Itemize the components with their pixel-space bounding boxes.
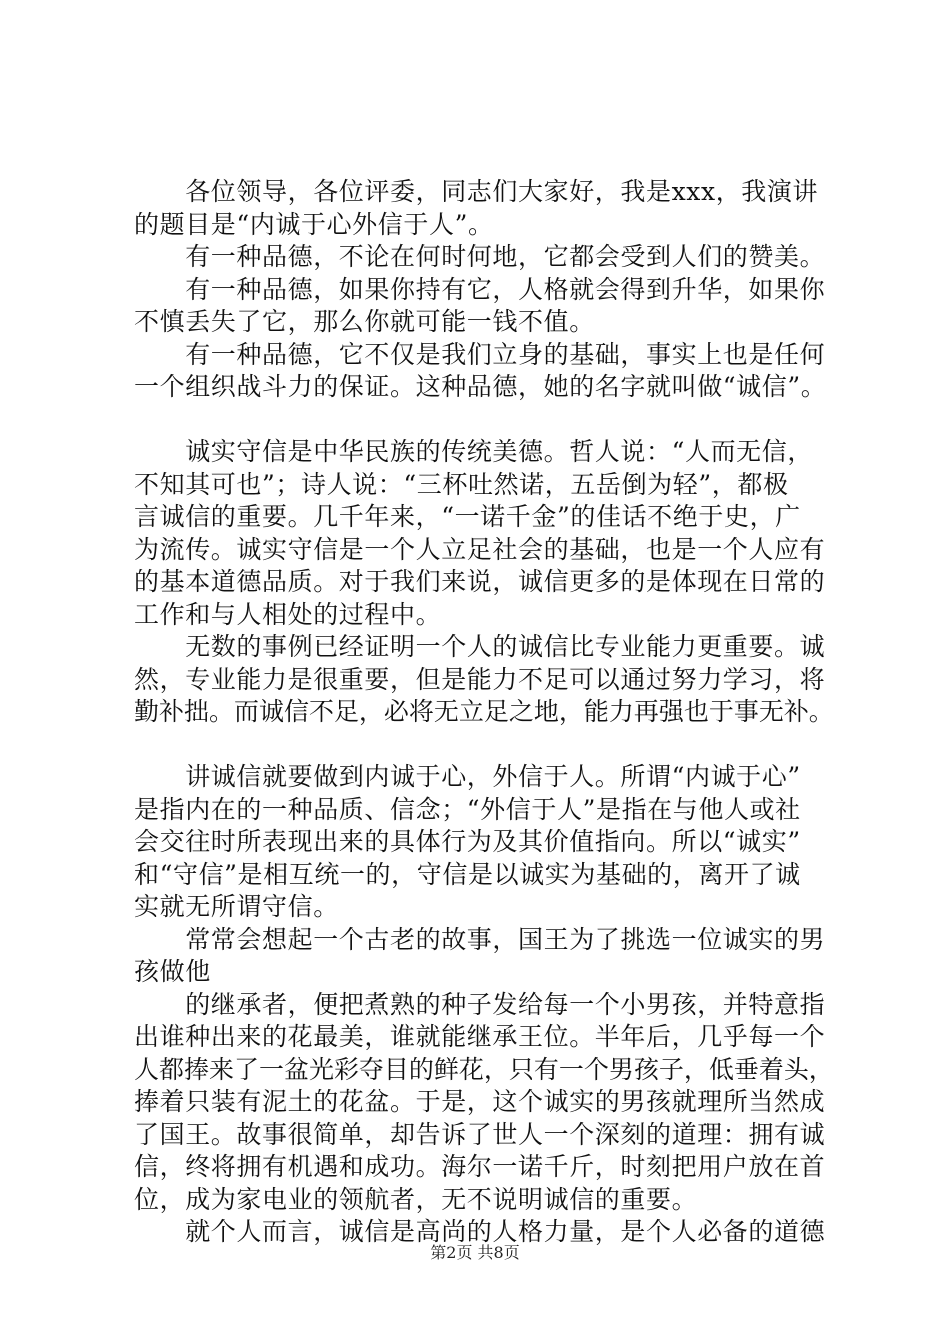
text-line: 不慎丢失了它，那么你就可能一钱不值。	[134, 307, 595, 336]
text-line: 就个人而言，诚信是高尚的人格力量，是个人必备的道德	[134, 1217, 826, 1246]
text-line: 各位领导，各位评委，同志们大家好，我是xxx，我演讲	[134, 177, 819, 206]
page-footer: 第2页 共8页	[430, 1243, 520, 1262]
text-line: 言诚信的重要。几千年来，“一诺千金”的佳话不绝于史，广	[134, 502, 801, 531]
blank-line	[134, 404, 834, 437]
text-line: 为流传。诚实守信是一个人立足社会的基础，也是一个人应有	[134, 534, 826, 564]
text-line: 勤补拙。而诚信不足，必将无立足之地，能力再强也于事无补。	[134, 697, 834, 726]
text-line: 的题目是“内诚于心外信于人”。	[134, 209, 494, 239]
text-line: 是指内在的一种品质、信念；“外信于人”是指在与他人或社	[134, 794, 801, 824]
blank-line	[134, 729, 834, 762]
text-line: 信，终将拥有机遇和成功。海尔一诺千斤，时刻把用户放在首	[134, 1152, 826, 1181]
text-line: 实就无所谓守信。	[134, 892, 339, 921]
text-line: 然，专业能力是很重要，但是能力不足可以通过努力学习，将	[134, 664, 826, 694]
text-line: 人都捧来了一盆光彩夺目的鲜花，只有一个男孩子，低垂着头，	[134, 1054, 834, 1084]
text-line: 捧着只装有泥土的花盆。于是，这个诚实的男孩就理所当然成	[134, 1087, 826, 1116]
text-line: 工作和与人相处的过程中。	[134, 599, 442, 629]
text-line: 的继承者，便把煮熟的种子发给每一个小男孩，并特意指	[134, 989, 826, 1019]
text-line: 讲诚信就要做到内诚于心，外信于人。所谓“内诚于心”	[134, 762, 801, 791]
text-line: 常常会想起一个古老的故事，国王为了挑选一位诚实的男	[134, 924, 826, 954]
text-line: 不知其可也”；诗人说：“三杯吐然诺，五岳倒为轻”，都极	[134, 469, 789, 499]
text-line: 孩做他	[134, 957, 211, 986]
text-line: 一个组织战斗力的保证。这种品德，她的名字就叫做“诚信”。	[134, 372, 827, 401]
text-line: 诚实守信是中华民族的传统美德。哲人说：“人而无信，	[134, 437, 813, 466]
text-line: 无数的事例已经证明一个人的诚信比专业能力更重要。诚	[134, 632, 826, 661]
text-line: 出谁种出来的花最美，谁就能继承王位。半年后，几乎每一个	[134, 1022, 826, 1051]
text-line: 和“守信”是相互统一的，守信是以诚实为基础的，离开了诚	[134, 859, 801, 889]
text-line: 有一种品德，它不仅是我们立身的基础，事实上也是任何	[134, 339, 826, 369]
text-line: 的基本道德品质。对于我们来说，诚信更多的是体现在日常的	[134, 567, 826, 596]
text-line: 会交往时所表现出来的具体行为及其价值指向。所以“诚实”	[134, 827, 801, 856]
text-line: 位，成为家电业的领航者，无不说明诚信的重要。	[134, 1184, 698, 1214]
text-line: 了国王。故事很简单，却告诉了世人一个深刻的道理：拥有诚	[134, 1119, 826, 1149]
text-line: 有一种品德，不论在何时何地，它都会受到人们的赞美。	[134, 242, 826, 271]
text-line: 有一种品德，如果你持有它，人格就会得到升华，如果你	[134, 274, 826, 304]
document-body	[134, 176, 834, 1249]
